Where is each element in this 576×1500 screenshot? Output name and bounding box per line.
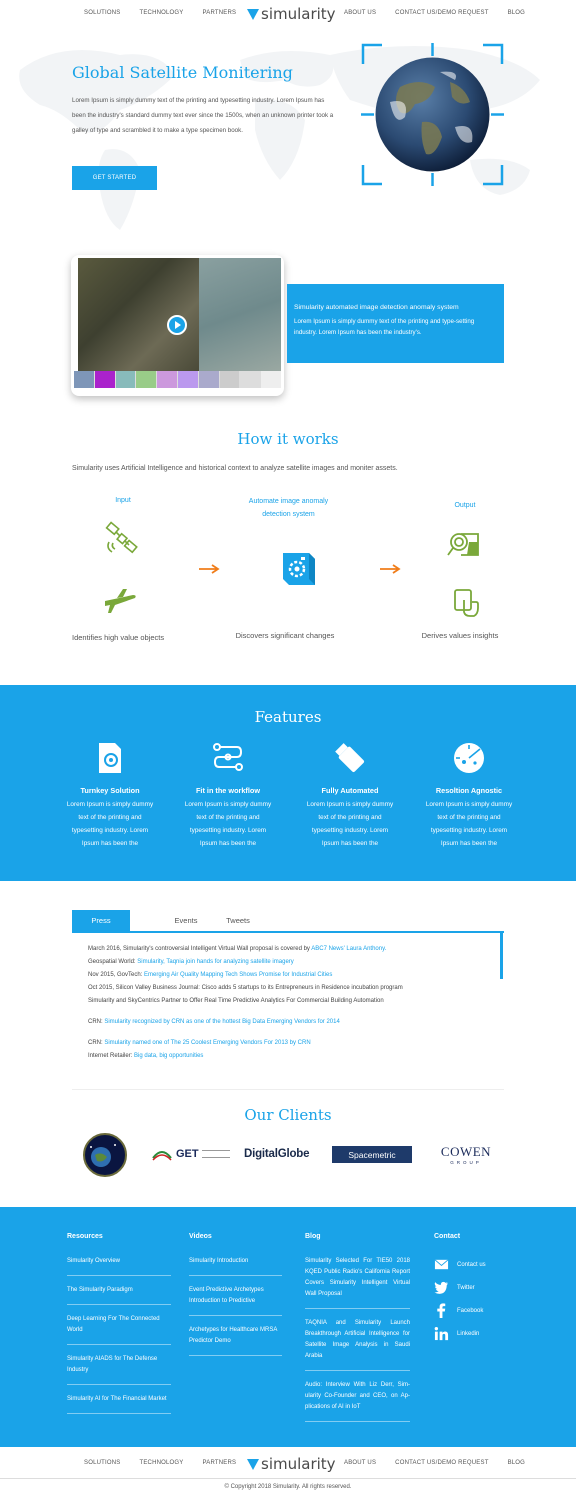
footer-link[interactable]: Event Predictive Archetypes Introduction to Predictive	[189, 1285, 282, 1316]
footer-blog	[305, 1233, 410, 1431]
nav-technology[interactable]: TECHNOLOGY	[139, 1460, 184, 1466]
brand-logo[interactable]	[247, 5, 336, 23]
earth-target-graphic	[360, 42, 505, 187]
feature-body: Lorem Ipsum is simply dummy text of the printing and typesetting industry. Lorem Ipsum has been the	[66, 801, 154, 847]
logo-triangle-icon	[247, 9, 259, 20]
nav-technology[interactable]: TECHNOLOGY	[139, 10, 184, 16]
copyright-icon: ©	[224, 1484, 229, 1490]
facebook-link[interactable]: Facebook	[434, 1299, 486, 1322]
nav-solutions[interactable]: SOLUTIONS	[84, 10, 121, 16]
footer-link[interactable]: Simularity AIADS for The Defense Industry	[67, 1354, 171, 1385]
step-output-label: Output	[454, 502, 476, 509]
list-item: Geospatial World: Simularity, Taqnia join hands for analyzing satellite imagery	[88, 959, 294, 965]
hero-section	[0, 30, 576, 245]
hero-title: Global Satellite Monitering	[72, 63, 293, 82]
disc-drive-icon	[93, 741, 127, 775]
copyright: © Copyright 2018 Simularity. All rights reserved.	[224, 1484, 352, 1490]
video-screenshot[interactable]	[71, 255, 284, 396]
list-item: Simularity and SkyCentrics Partner to Offer Real Time Predictive Analytics For Commercial Building Automation	[88, 998, 384, 1004]
feature-title: Resoltion Agnostic	[435, 786, 503, 795]
feature-automated	[305, 741, 395, 850]
footer-heading: Resources	[67, 1233, 103, 1240]
client-logo-seal	[81, 1133, 129, 1177]
feature-title: Fit in the workflow	[195, 786, 261, 795]
thumbnail-strip	[74, 371, 281, 388]
satellite-image-before	[78, 258, 199, 371]
footer-heading: Contact	[434, 1233, 461, 1240]
clients-title: Our Clients	[244, 1106, 332, 1124]
client-logo-cowen: COWEN GROUP	[440, 1144, 492, 1165]
nav-blog[interactable]: BLOG	[507, 10, 526, 16]
linkedin-icon	[434, 1326, 449, 1341]
usb-drive-icon	[333, 741, 367, 775]
client-logo-get: GET	[151, 1146, 230, 1162]
tab-tweets[interactable]: Tweets	[226, 916, 250, 925]
step-input-caption: Identifies high value objects	[72, 633, 165, 642]
footer-link[interactable]: Archetypes for Healthcare MRSA Predictor Demo	[189, 1325, 282, 1356]
nav-contact-demo[interactable]: CONTACT US/DEMO REQUEST	[395, 1460, 489, 1466]
list-item: Oct 2015, Silicon Valley Business Journal: Cisco adds 5 startups to its Entrepreneurs in Residence incubation program	[88, 985, 403, 991]
brand-logo[interactable]	[247, 1455, 336, 1473]
tab-events[interactable]: Events	[174, 916, 198, 925]
press-link[interactable]: Simularity recognized by CRN as one of the hottest Big Data Emerging Vendors for 2014	[104, 1019, 340, 1025]
contact-us-link[interactable]: Contact us	[434, 1253, 486, 1276]
step-input-label: Input	[115, 497, 131, 504]
twitter-icon	[434, 1280, 449, 1295]
news-tabs	[72, 910, 504, 933]
facebook-icon	[434, 1303, 449, 1318]
step-process-caption: Discovers significant changes	[235, 631, 335, 640]
list-item: CRN: Simularity recognized by CRN as one of the hottest Big Data Emerging Vendors for 2014	[88, 1019, 340, 1025]
list-item: Nov 2015, GovTech: Emerging Air Quality Mapping Tech Shows Promise for Industrial Cities	[88, 972, 333, 978]
video-body: Lorem Ipsum is simply dummy text of the printing and type-setting industry. Lorem Ipsum has been the industry's.	[294, 318, 475, 336]
step-process-label: Automate image anomaly detection system	[248, 498, 329, 518]
feature-title: Turnkey Solution	[80, 786, 140, 795]
nav-about-us[interactable]: ABOUT US	[344, 10, 377, 16]
logo-triangle-icon	[247, 1459, 259, 1470]
press-link[interactable]: Emerging Air Quality Mapping Tech Shows Promise for Industrial Cities	[144, 972, 333, 978]
footer-link[interactable]: Simularity Overview	[67, 1256, 171, 1276]
client-logo-digitalglobe: DigitalGlobe	[244, 1148, 310, 1160]
satellite-icon	[105, 521, 141, 557]
nav-blog[interactable]: BLOG	[507, 1460, 526, 1466]
footer-link[interactable]: The Simularity Paradigm	[67, 1285, 171, 1305]
list-item: CRN: Simularity named one of The 25 Coolest Emerging Vendors For 2013 by CRN	[88, 1040, 311, 1046]
list-item: March 2016, Simularity's controversial Intelligent Virtual Wall proposal is covered by ABC7 News' Laura Anthony.	[88, 946, 387, 952]
hero-body: Lorem Ipsum is simply dummy text of the printing and typesetting industry. Lorem Ipsum has been the industry's standard dummy text ever since the 1500s, when an unknown printer took a galley of type and scrambled it to make a type specimen book.	[72, 97, 334, 134]
get-started-button[interactable]: GET STARTED	[72, 166, 157, 190]
brand-name: simularity	[261, 1455, 336, 1473]
how-intro: Simularity uses Artificial Intelligence and historical context to analyze satellite images and moniter assets.	[72, 465, 398, 472]
list-item: Internet Retailer: Big data, big opportunities	[88, 1053, 204, 1059]
footer	[0, 1207, 576, 1447]
nav-contact-demo[interactable]: CONTACT US/DEMO REQUEST	[395, 10, 489, 16]
client-logo-spacemetric: Spacemetric	[332, 1146, 412, 1163]
feature-body: Lorem Ipsum is simply dummy text of the printing and typesetting industry. Lorem Ipsum has been the	[425, 801, 513, 847]
footer-link[interactable]: Simularity AI for The Financial Market	[67, 1394, 171, 1414]
footer-link[interactable]: Deep Learning For The Connected World	[67, 1314, 171, 1345]
nav-partners[interactable]: PARTNERS	[202, 1460, 237, 1466]
linkedin-link[interactable]: Linkedin	[434, 1322, 486, 1345]
play-icon[interactable]	[167, 315, 187, 335]
brand-name: simularity	[261, 5, 336, 23]
feature-turnkey	[65, 741, 155, 850]
nav-solutions[interactable]: SOLUTIONS	[84, 1460, 121, 1466]
press-list	[88, 943, 498, 1063]
press-scrollbar[interactable]	[500, 933, 503, 979]
step-output-caption: Derives values insights	[421, 631, 499, 640]
arrow-right-icon	[199, 564, 221, 574]
touch-screen-icon	[452, 588, 480, 618]
feature-title: Fully Automated	[321, 786, 379, 795]
folder-search-icon	[447, 528, 481, 558]
top-nav	[0, 0, 576, 30]
press-link[interactable]: Simularity, Taqnia join hands for analyzing satellite imagery	[137, 959, 294, 965]
footer-videos	[189, 1233, 282, 1365]
video-title: Simularity automated image detection anomaly system	[294, 304, 459, 311]
feature-body: Lorem Ipsum is simply dummy text of the printing and typesetting industry. Lorem Ipsum has been the	[306, 801, 394, 847]
footer-heading: Videos	[189, 1233, 212, 1240]
nav-about-us[interactable]: ABOUT US	[344, 1460, 377, 1466]
footer-link[interactable]: Audio: Interview With Liz Derr, Sim-ularity Co-Founder and CEO, on Ap-plications of AI in IoT	[305, 1380, 410, 1422]
press-link[interactable]: ABC7 News' Laura Anthony.	[311, 946, 387, 952]
press-link[interactable]: Simularity named one of The 25 Coolest Emerging Vendors For 2013 by CRN	[104, 1040, 311, 1046]
airplane-icon	[103, 586, 137, 616]
tab-press[interactable]: Press	[72, 910, 130, 931]
feature-body: Lorem Ipsum is simply dummy text of the printing and typesetting industry. Lorem Ipsum has been the	[184, 801, 272, 847]
nav-partners[interactable]: PARTNERS	[202, 10, 237, 16]
footer-link[interactable]: TAQNIA and Simularity Launch Breakthrough Artificial Intelligence for Satellite Image Analysis in Saudi Arabia	[305, 1318, 410, 1371]
feature-resolution	[424, 741, 514, 850]
footer-heading: Blog	[305, 1233, 321, 1240]
twitter-link[interactable]: Twitter	[434, 1276, 486, 1299]
footer-contact	[434, 1233, 486, 1345]
footer-link[interactable]: Simularity Selected For TIE50 2018 KQED Public Radio's California Report Covers Simularity Intelligent Virtual Wall Proposal	[305, 1256, 410, 1309]
gear-box-icon	[279, 549, 319, 589]
arrow-right-icon	[380, 564, 402, 574]
footer-resources	[67, 1233, 171, 1423]
video-description-box	[287, 284, 504, 363]
get-globe-icon	[151, 1146, 173, 1162]
features-section	[0, 685, 576, 881]
satellite-image-after	[199, 258, 281, 371]
features-title: Features	[254, 708, 322, 726]
bottom-nav	[0, 1447, 576, 1479]
mail-icon	[434, 1257, 449, 1272]
workflow-icon	[211, 741, 245, 775]
footer-link[interactable]: Simularity Introduction	[189, 1256, 282, 1276]
feature-workflow	[183, 741, 273, 850]
press-link[interactable]: Big data, big opportunities	[134, 1053, 204, 1059]
how-title: How it works	[237, 430, 339, 448]
radar-icon	[452, 741, 486, 775]
